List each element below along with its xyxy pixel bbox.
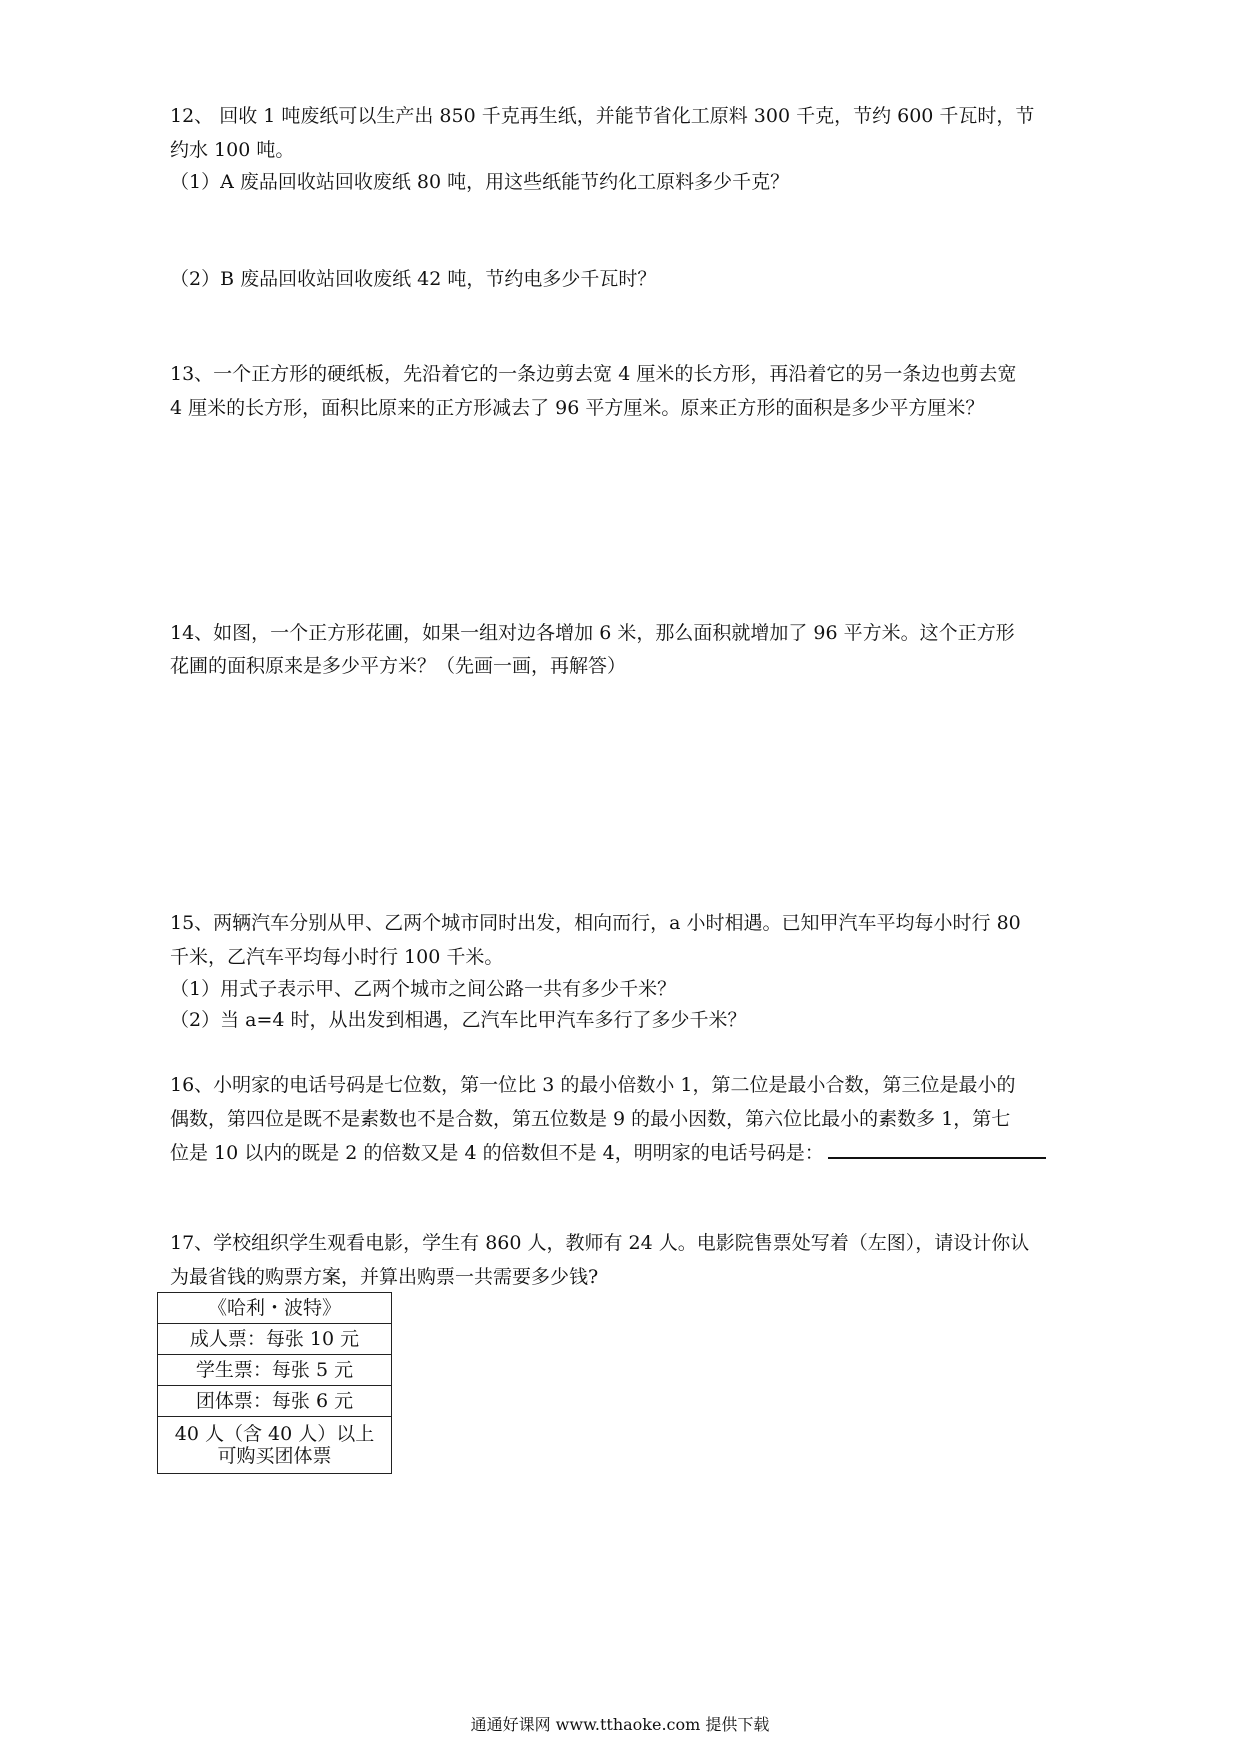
table-row <box>158 1324 392 1355</box>
q16-line1: 16、小明家的电话号码是七位数，第一位比 3 的最小倍数小 1，第二位是最小合数，第三位是最小的 <box>170 1074 1016 1096</box>
table-row <box>158 1417 392 1474</box>
q12-line1: 12、 回收 1 吨废纸可以生产出 850 千克再生纸，并能节省化工原料 300 千克，节约 600 千瓦时，节 <box>170 105 1035 127</box>
q14-line2: 花圃的面积原来是多少平方米？（先画一画，再解答） <box>170 655 627 677</box>
group-note-line2: 可购买团体票 <box>217 1445 332 1467</box>
student-ticket-cell: 学生票：每张 5 元 <box>158 1355 392 1386</box>
ticket-price-table <box>157 1292 392 1474</box>
q16-line2: 偶数，第四位是既不是素数也不是合数，第五位数是 9 的最小因数，第六位比最小的素数多 1，第七 <box>170 1108 1011 1130</box>
adult-ticket-cell: 成人票：每张 10 元 <box>158 1324 392 1355</box>
table-row <box>158 1386 392 1417</box>
q16-line3 <box>170 1139 1046 1165</box>
q12-line2: 约水 100 吨。 <box>170 139 295 161</box>
q13-line2: 4 厘米的长方形，面积比原来的正方形减去了 96 平方厘米。原来正方形的面积是多少平方厘米？ <box>170 397 985 419</box>
group-note-cell <box>158 1417 392 1474</box>
table-row <box>158 1355 392 1386</box>
q12-sub2: （2）B 废品回收站回收废纸 42 吨，节约电多少千瓦时？ <box>170 268 657 290</box>
q15-sub1: （1）用式子表示甲、乙两个城市之间公路一共有多少千米？ <box>170 978 677 1000</box>
page-footer: 通通好课网 www.tthaoke.com 提供下载 <box>470 1715 770 1734</box>
movie-title-cell: 《哈利・波特》 <box>158 1293 392 1324</box>
q15-line2: 千米，乙汽车平均每小时行 100 千米。 <box>170 946 504 968</box>
q15-sub2: （2）当 a=4 时，从出发到相遇，乙汽车比甲汽车多行了多少千米？ <box>170 1009 747 1031</box>
q13-line1: 13、一个正方形的硬纸板，先沿着它的一条边剪去宽 4 厘米的长方形，再沿着它的另一条边也剪去宽 <box>170 363 1017 385</box>
table-row <box>158 1293 392 1324</box>
q17-line2: 为最省钱的购票方案，并算出购票一共需要多少钱? <box>170 1266 599 1288</box>
q17-line1: 17、学校组织学生观看电影，学生有 860 人，教师有 24 人。电影院售票处写着（左图），请设计你认 <box>170 1232 1030 1254</box>
q12-sub1: （1）A 废品回收站回收废纸 80 吨，用这些纸能节约化工原料多少千克？ <box>170 171 790 193</box>
q15-line1: 15、两辆汽车分别从甲、乙两个城市同时出发，相向而行，a 小时相遇。已知甲汽车平均每小时行 80 <box>170 912 1021 934</box>
q14-line1: 14、如图，一个正方形花圃，如果一组对边各增加 6 米，那么面积就增加了 96 平方米。这个正方形 <box>170 622 1015 644</box>
q16-line3-text: 位是 10 以内的既是 2 的倍数又是 4 的倍数但不是 4，明明家的电话号码是： <box>170 1142 824 1164</box>
group-note-line1: 40 人（含 40 人）以上 <box>174 1423 375 1445</box>
group-ticket-cell: 团体票：每张 6 元 <box>158 1386 392 1417</box>
answer-blank <box>828 1139 1046 1159</box>
